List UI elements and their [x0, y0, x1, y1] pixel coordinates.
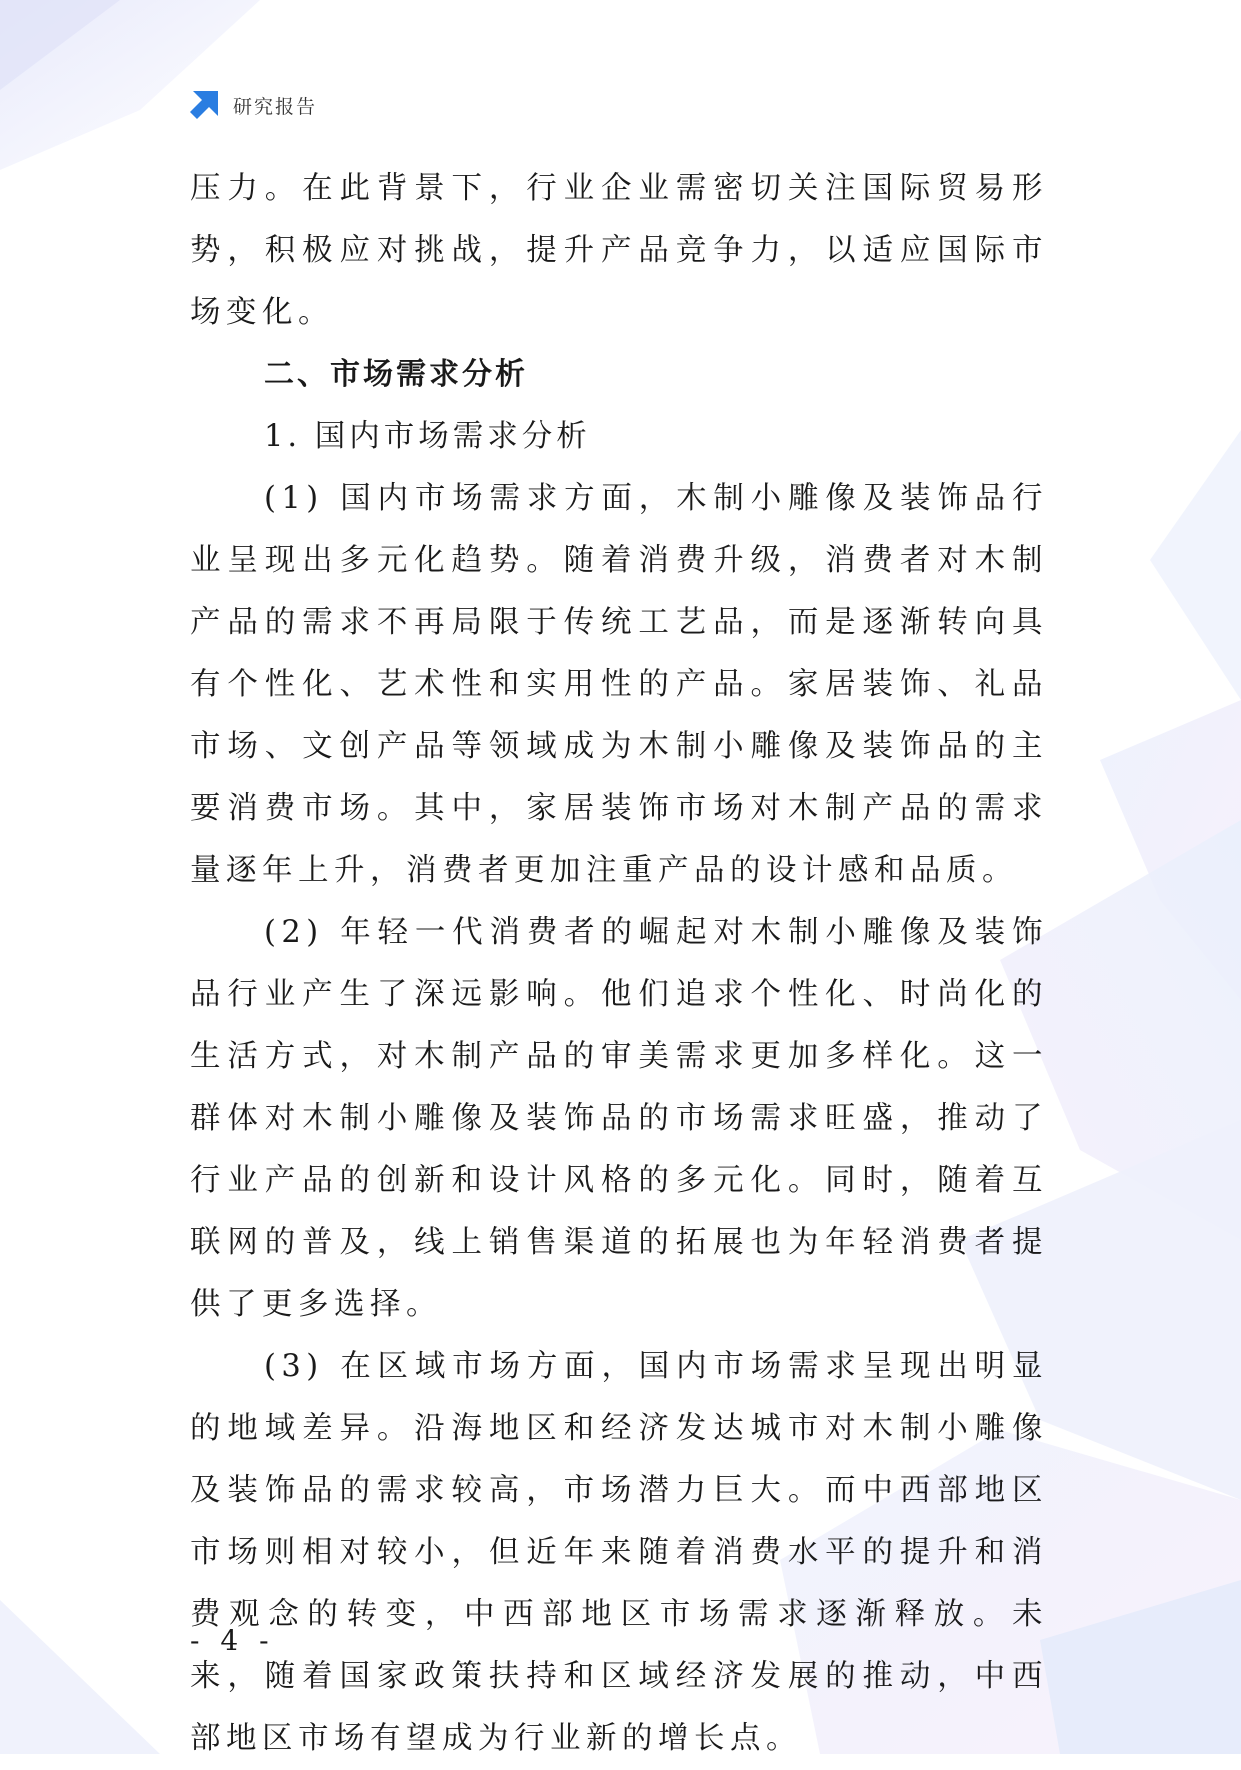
- paragraph-3: (3) 在区域市场方面，国内市场需求呈现出明显的地域差异。沿海地区和经济发达城市对木制小雕像及装饰品的需求较高，市场潜力巨大。而中西部地区市场则相对较小，但近年来随着消费水平的提升和消费观念的转变，中西部地区市场需求逐渐释放。未来，随着国家政策扶持和区域经济发展的推动，中西部地区市场有望成为行业新的增长点。: [190, 1349, 1048, 1756]
- report-header: [187, 88, 317, 122]
- section-heading: 二、市场需求分析: [264, 357, 528, 392]
- paragraph-2: (2) 年轻一代消费者的崛起对木制小雕像及装饰品行业产生了深远影响。他们追求个性化、时尚化的生活方式，对木制产品的审美需求更加多样化。这一群体对木制小雕像及装饰品的市场需求旺盛，推动了行业产品的创新和设计风格的多元化。同时，随着互联网的普及，线上销售渠道的拓展也为年轻消费者提供了更多选择。: [190, 915, 1048, 1322]
- subsection-heading: 1. 国内市场需求分析: [264, 419, 591, 454]
- arrow-up-right-icon: [187, 88, 221, 122]
- document-body: [190, 158, 1048, 1770]
- paragraph-1: (1) 国内市场需求方面，木制小雕像及装饰品行业呈现出多元化趋势。随着消费升级，消费者对木制产品的需求不再局限于传统工艺品，而是逐渐转向具有个性化、艺术性和实用性的产品。家居装饰、礼品市场、文创产品等领域成为木制小雕像及装饰品的主要消费市场。其中，家居装饰市场对木制产品的需求量逐年上升，消费者更加注重产品的设计感和品质。: [190, 481, 1048, 888]
- continued-paragraph: 压力。在此背景下，行业企业需密切关注国际贸易形势，积极应对挑战，提升产品竞争力，以适应国际市场变化。: [190, 171, 1048, 330]
- page-number: - 4 -: [190, 1624, 275, 1657]
- report-type-label: 研究报告: [233, 95, 318, 118]
